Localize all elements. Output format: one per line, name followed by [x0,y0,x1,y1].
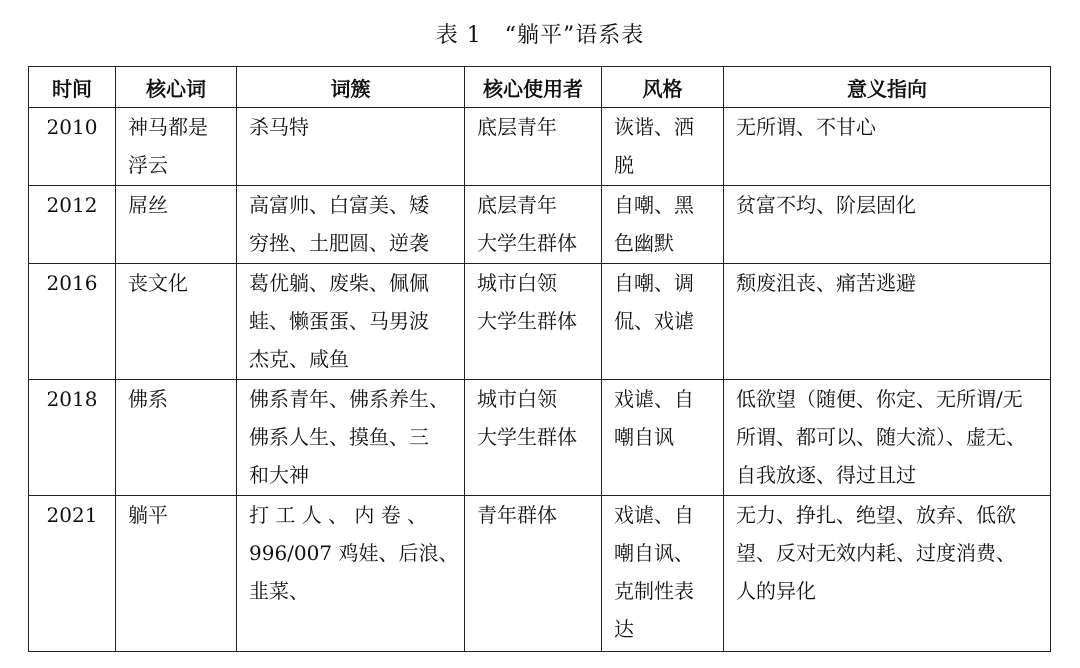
cell-core-users [465,186,602,264]
cell-word-cluster-line: 杀马特 [249,115,309,139]
cell-meaning-line: 无力、挣扎、绝望、放弃、低欲 [736,503,1016,527]
cell-style-line: 达 [614,617,634,641]
cell-core-word-line: 丧文化 [128,271,188,295]
cell-core-users [465,264,602,380]
cell-core-users-line: 城市白领 [477,271,557,295]
cell-core-users-line: 底层青年 [477,115,557,139]
cell-core-users-line: 大学生群体 [477,309,577,333]
cell-core-word-line: 屌丝 [128,193,168,217]
cell-style [602,264,724,380]
cell-style [602,186,724,264]
cell-core-word [116,496,237,652]
cell-core-word [116,380,237,496]
cell-core-users-line: 城市白领 [477,387,557,411]
cell-style [602,496,724,652]
cell-year: 2016 [29,264,116,380]
cell-core-users [465,496,602,652]
cell-style-line: 诙谐、洒 [614,115,694,139]
header-time: 时间 [29,67,116,108]
header-core-users: 核心使用者 [465,67,602,108]
cell-core-users-line: 大学生群体 [477,231,577,255]
cell-core-word-line: 神马都是 [128,115,208,139]
cell-word-cluster-line: 和大神 [249,463,309,487]
table-row [29,380,1051,496]
cell-meaning-line: 低欲望（随便、你定、无所谓/无 [736,387,1023,411]
header-style: 风格 [602,67,724,108]
cell-meaning-line: 望、反对无效内耗、过度消费、 [736,541,1016,565]
cell-year: 2018 [29,380,116,496]
cell-word-cluster-line: 996/007 鸡娃、后浪、 [249,541,459,565]
cell-style-line: 脱 [614,153,634,177]
cell-core-word-line: 躺平 [128,503,168,527]
table-body [29,108,1051,652]
cell-core-users [465,380,602,496]
cell-word-cluster-line: 高富帅、白富美、矮 [249,193,429,217]
header-core-word: 核心词 [116,67,237,108]
cell-style [602,108,724,186]
cell-core-users-line: 青年群体 [477,503,557,527]
cell-core-users [465,108,602,186]
cell-style-line: 嘲自讽、 [614,541,694,565]
cell-style-line: 戏谑、自 [614,387,694,411]
cell-style-line: 戏谑、自 [614,503,694,527]
cell-core-users-line: 底层青年 [477,193,557,217]
cell-year: 2010 [29,108,116,186]
cell-word-cluster-line: 佛系青年、佛系养生、 [249,387,449,411]
header-word-cluster: 词簇 [237,67,465,108]
cell-style-line: 自嘲、黑 [614,193,694,217]
table-caption: 表 1 “躺平”语系表 [435,23,645,48]
cell-style-line: 色幽默 [614,231,674,255]
cell-word-cluster-line: 蛙、懒蛋蛋、马男波 [249,309,429,333]
cell-word-cluster [237,380,465,496]
cell-style [602,380,724,496]
cell-meaning-line: 所谓、都可以、随大流）、虚无、 [736,425,1026,449]
cell-core-word-line: 浮云 [128,153,168,177]
cell-core-word [116,108,237,186]
cell-word-cluster-line: 佛系人生、摸鱼、三 [249,425,429,449]
table-row [29,496,1051,652]
cell-core-word [116,264,237,380]
cell-word-cluster-line: 韭菜、 [249,579,309,603]
lexicon-table [28,66,1051,652]
cell-meaning [724,264,1051,380]
cell-word-cluster-line: 打 工 人 、 内 卷 、 [249,503,428,527]
cell-word-cluster-line: 穷挫、土肥圆、逆袭 [249,231,429,255]
table-row [29,108,1051,186]
cell-style-line: 自嘲、调 [614,271,694,295]
cell-word-cluster [237,108,465,186]
table-row [29,186,1051,264]
cell-core-word-line: 佛系 [128,387,168,411]
cell-word-cluster [237,264,465,380]
cell-style-line: 克制性表 [614,579,694,603]
header-meaning: 意义指向 [724,67,1051,108]
header-row [29,67,1051,108]
cell-meaning-line: 颓废沮丧、痛苦逃避 [736,271,916,295]
cell-meaning-line: 人的异化 [736,579,816,603]
table-row [29,264,1051,380]
cell-year: 2021 [29,496,116,652]
cell-meaning [724,380,1051,496]
cell-meaning-line: 贫富不均、阶层固化 [736,193,916,217]
cell-word-cluster-line: 葛优躺、废柴、佩佩 [249,271,429,295]
cell-meaning-line: 自我放逐、得过且过 [736,463,916,487]
cell-style-line: 嘲自讽 [614,425,674,449]
cell-meaning [724,496,1051,652]
cell-year: 2012 [29,186,116,264]
cell-style-line: 侃、戏谑 [614,309,694,333]
cell-word-cluster [237,186,465,264]
cell-meaning [724,108,1051,186]
cell-core-users-line: 大学生群体 [477,425,577,449]
cell-word-cluster [237,496,465,652]
cell-meaning-line: 无所谓、不甘心 [736,115,876,139]
cell-meaning [724,186,1051,264]
cell-word-cluster-line: 杰克、咸鱼 [249,347,349,371]
cell-core-word [116,186,237,264]
